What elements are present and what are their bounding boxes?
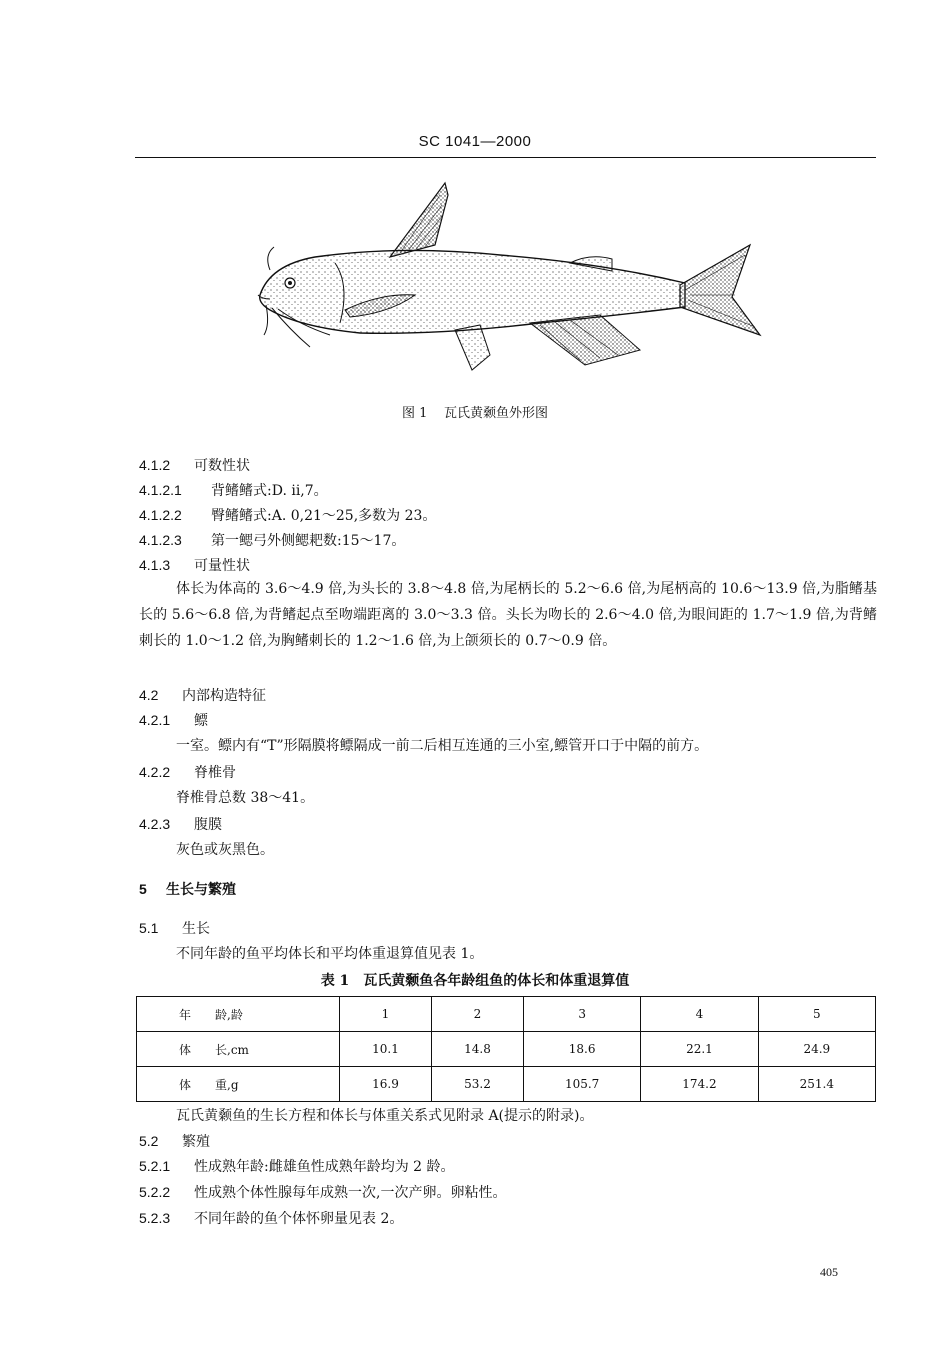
table-cell: 105.7 bbox=[523, 1067, 640, 1102]
section-5-1: 5.1 生长 bbox=[139, 920, 210, 937]
table-cell: 22.1 bbox=[641, 1032, 758, 1067]
table-cell: 10.1 bbox=[340, 1032, 432, 1067]
section-5-heading: 5 生长与繁殖 bbox=[139, 881, 236, 898]
table-row-header: 体 重,g bbox=[137, 1067, 340, 1102]
table-row-header: 年 龄,龄 bbox=[137, 997, 340, 1032]
header-rule bbox=[135, 157, 876, 158]
fish-illustration bbox=[240, 175, 765, 390]
section-5-2-3: 5.2.3 不同年龄的鱼个体怀卵量见表 2。 bbox=[139, 1210, 404, 1227]
section-4-2-1-body: 一室。鳔内有“T”形隔膜将鳔隔成一前二后相互连通的三小室,鳔管开口于中隔的前方。 bbox=[176, 738, 709, 754]
table-cell: 24.9 bbox=[758, 1032, 875, 1067]
table-cell: 18.6 bbox=[523, 1032, 640, 1067]
table-cell: 4 bbox=[641, 997, 758, 1032]
section-4-2-3: 4.2.3 腹膜 bbox=[139, 816, 222, 833]
section-4-1-3: 4.1.3 可量性状 bbox=[139, 557, 250, 574]
section-5-1-body: 不同年龄的鱼平均体长和平均体重退算值见表 1。 bbox=[176, 946, 484, 962]
table-cell: 2 bbox=[431, 997, 523, 1032]
page-number: 405 bbox=[820, 1265, 838, 1279]
section-5-2-1: 5.2.1 性成熟年龄:雌雄鱼性成熟年龄均为 2 龄。 bbox=[139, 1158, 455, 1175]
table-cell: 14.8 bbox=[431, 1032, 523, 1067]
section-4-1-2-1: 4.1.2.1 背鳍鳍式:D. ii,7。 bbox=[139, 482, 328, 499]
section-4-1-3-body: 体长为体高的 3.6～4.9 倍,为头长的 3.8～4.8 倍,为尾柄长的 5.2～6.6 倍,为尾柄高的 10.6～13.9 倍,为脂鳍基长的 5.6～6.8 倍,为背鳍起点至吻端距离的 3.0～3.3 倍。头长为吻长的 2.6～4.0 倍,为眼间距的 1.7～1.9 倍,为背鳍刺长的 1.0～1.2 倍,为胸鳍刺长的 1.2～1.6 倍,为上颌须长的 0.7～0.9 倍。 bbox=[139, 581, 877, 649]
table1-caption: 表 1 瓦氏黄颡鱼各年龄组鱼的体长和体重退算值 bbox=[320, 973, 630, 989]
figure-caption-text: 瓦氏黄颡鱼外形图 bbox=[443, 406, 548, 421]
standard-number-header: SC 1041—2000 bbox=[418, 133, 532, 150]
table-cell: 16.9 bbox=[340, 1067, 432, 1102]
table-cell: 174.2 bbox=[641, 1067, 758, 1102]
section-4-1-2-3: 4.1.2.3 第一鳃弓外侧鳃耙数:15～17。 bbox=[139, 532, 406, 549]
table-row bbox=[137, 997, 876, 1032]
table1 bbox=[136, 996, 876, 1102]
section-4-2-2: 4.2.2 脊椎骨 bbox=[139, 764, 236, 781]
section-4-2: 4.2 内部构造特征 bbox=[139, 687, 266, 704]
section-4-2-2-body: 脊椎骨总数 38～41。 bbox=[176, 790, 315, 806]
section-5-2-2: 5.2.2 性成熟个体性腺每年成熟一次,一次产卵。卵粘性。 bbox=[139, 1184, 507, 1201]
table-row-header: 体 长,cm bbox=[137, 1032, 340, 1067]
after-table-text: 瓦氏黄颡鱼的生长方程和体长与体重关系式见附录 A(提示的附录)。 bbox=[176, 1108, 594, 1124]
section-4-2-1: 4.2.1 鳔 bbox=[139, 712, 208, 729]
figure-caption bbox=[0, 402, 950, 421]
section-4-2-3-body: 灰色或灰黑色。 bbox=[176, 842, 274, 858]
table-row bbox=[137, 1032, 876, 1067]
table-row bbox=[137, 1067, 876, 1102]
section-4-1-2: 4.1.2 可数性状 bbox=[139, 457, 250, 474]
table-cell: 3 bbox=[523, 997, 640, 1032]
figure-caption-label: 图 1 bbox=[402, 406, 428, 421]
section-4-1-2-2: 4.1.2.2 臀鳍鳍式:A. 0,21～25,多数为 23。 bbox=[139, 507, 437, 524]
table-cell: 5 bbox=[758, 997, 875, 1032]
table-cell: 1 bbox=[340, 997, 432, 1032]
table-cell: 53.2 bbox=[431, 1067, 523, 1102]
section-5-2: 5.2 繁殖 bbox=[139, 1133, 210, 1150]
table-cell: 251.4 bbox=[758, 1067, 875, 1102]
